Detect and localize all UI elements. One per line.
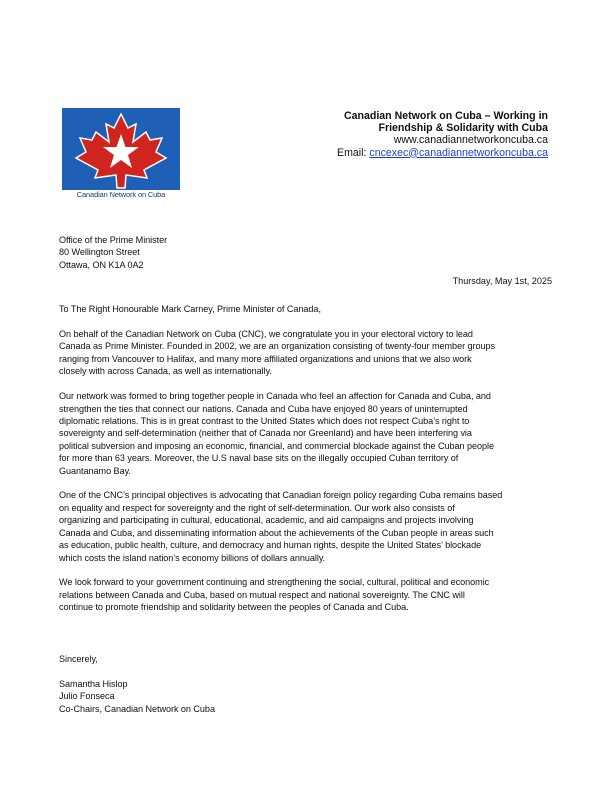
text-line: strengthen the ties that connect our nations. Canada and Cuba have enjoyed 80 years of uninterrupted [59, 403, 468, 414]
text-line: On behalf of the Canadian Network on Cuba (CNC), we congratulate you in your electoral victory to lead [59, 329, 473, 339]
paragraph [59, 328, 553, 378]
signatory-name: Julio Fonseca [59, 691, 115, 702]
text-line: One of the CNC’s principal objectives is advocating that Canadian foreign policy regarding Cuba remains based [59, 490, 503, 501]
paragraph [59, 576, 553, 613]
org-name-line1: Canadian Network on Cuba – Working in [343, 110, 548, 122]
text-line: political subversion and imposing an economic, financial, and commercial blockade against the Cuban people [59, 440, 494, 451]
salutation: To The Right Honourable Mark Carney, Prime Minister of Canada, [59, 304, 321, 314]
maple-leaf-star-icon [62, 108, 180, 190]
letter-date: Thursday, May 1st, 2025 [452, 276, 552, 286]
email-line [337, 147, 548, 159]
text-line: organizing and participating in cultural, educational, academic, and aid campaigns and projects involving [59, 515, 474, 526]
text-line: relations between Canada and Cuba, based on mutual respect and national sovereignty. The CNC will [59, 589, 465, 600]
address-line: Office of the Prime Minister [59, 235, 168, 245]
text-line: Canada as Prime Minister. Founded in 2002, we are an organization consisting of twenty-four member groups [59, 341, 496, 352]
recipient-address [59, 234, 553, 271]
text-line: sovereignty and self-determination (neither that of Canada nor Greenland) and have been interfering via [59, 428, 472, 439]
text-line: on equality and respect for sovereignty and the right of self-determination. Our work also consists of [59, 502, 455, 513]
address-line: 80 Wellington Street [59, 247, 140, 258]
paragraph [59, 489, 553, 563]
text-line: for more than 63 years. Moreover, the U.S naval base sits on the illegally occupied Cuban territory of [59, 453, 459, 464]
paragraph [59, 390, 553, 477]
signatory-title: Co-Chairs, Canadian Network on Cuba [59, 703, 215, 714]
email-link[interactable]: cncexec@canadiannetworkoncuba.ca [369, 146, 548, 159]
text-line: Canada and Cuba, and disseminating information about the achievements of the Cuban people in areas such [59, 527, 494, 538]
logo-caption: Canadian Network on Cuba [76, 190, 166, 199]
address-line: Ottawa, ON K1A 0A2 [59, 259, 144, 270]
signatories [59, 678, 553, 715]
website: www.canadiannetworkoncuba.ca [393, 134, 548, 147]
text-line: ranging from Vancouver to Halifax, and many more affiliated organizations and unions that we also work [59, 353, 472, 364]
text-line: Our network was formed to bring together people in Canada who feel an affection for Canada and Cuba, and [59, 391, 491, 402]
text-line: closely with across Canada, as well as internationally. [59, 366, 272, 377]
letter-body [59, 328, 553, 626]
text-line: diplomatic relations. This is in great contrast to the United States which does not respect Cuba’s right to [59, 415, 470, 426]
closing: Sincerely, [59, 654, 98, 664]
text-line: continue to promote friendship and solidarity between the peoples of Canada and Cuba. [59, 602, 409, 613]
cnc-logo [62, 108, 180, 202]
text-line: Guantanamo Bay. [59, 465, 131, 476]
text-line: which costs the island nation’s economy billions of dollars annually. [59, 552, 326, 563]
email-label: Email: [337, 146, 370, 159]
signatory-name: Samantha Hislop [59, 679, 128, 689]
letterhead [337, 110, 548, 159]
text-line: as education, public health, culture, and democracy and human rights, despite the United States’ blockade [59, 540, 482, 551]
org-name-line2: Friendship & Solidarity with Cuba [378, 122, 548, 135]
text-line: We look forward to your government continuing and strengthening the social, cultural, political and economic [59, 577, 490, 588]
